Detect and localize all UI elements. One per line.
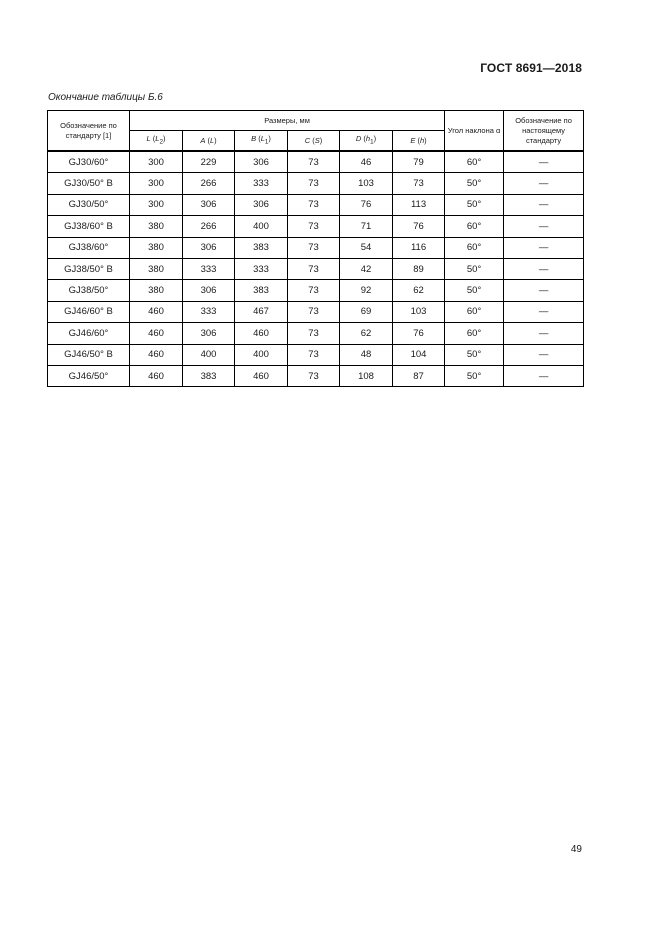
cell-angle: 60° (445, 323, 504, 344)
cell-d: 92 (340, 280, 393, 301)
table-caption: Окончание таблицы Б.6 (48, 92, 163, 103)
cell-d: 62 (340, 323, 393, 344)
table-row (48, 173, 584, 194)
cell-b: 460 (235, 365, 288, 386)
dimension-symbol: B (251, 133, 257, 143)
cell-c: 73 (288, 258, 340, 279)
cell-designation: GJ38/60° B (48, 216, 130, 237)
cell-designation-this: — (504, 280, 584, 301)
header-dimensions-group: Размеры, мм (130, 111, 445, 131)
cell-designation-this: — (504, 258, 584, 279)
cell-l: 460 (130, 301, 183, 322)
dimension-alt-symbol: S (314, 135, 320, 145)
table-row (48, 365, 584, 386)
cell-l: 380 (130, 258, 183, 279)
cell-d: 54 (340, 237, 393, 258)
cell-designation: GJ38/50° B (48, 258, 130, 279)
cell-angle: 50° (445, 173, 504, 194)
table-row (48, 258, 584, 279)
cell-a: 266 (183, 216, 235, 237)
cell-d: 69 (340, 301, 393, 322)
cell-e: 79 (393, 151, 445, 173)
cell-designation: GJ38/50° (48, 280, 130, 301)
cell-e: 76 (393, 216, 445, 237)
table-row (48, 237, 584, 258)
dimension-alt-symbol: h (365, 133, 371, 143)
cell-b: 467 (235, 301, 288, 322)
cell-b: 306 (235, 151, 288, 173)
cell-l: 380 (130, 280, 183, 301)
header-dimension-d: D $(h_1)$ (340, 131, 393, 152)
cell-designation: GJ38/60° (48, 237, 130, 258)
cell-a: 306 (183, 237, 235, 258)
cell-l: 380 (130, 237, 183, 258)
cell-c: 73 (288, 151, 340, 173)
cell-l: 300 (130, 173, 183, 194)
header-designation-this: Обозначение по настоящему стандарту (504, 111, 584, 152)
cell-a: 229 (183, 151, 235, 173)
cell-a: 383 (183, 365, 235, 386)
cell-designation: GJ30/60° (48, 151, 130, 173)
header-dimension-a: A (L) (183, 131, 235, 152)
cell-l: 460 (130, 344, 183, 365)
standard-code: ГОСТ 8691—2018 (480, 61, 582, 75)
table-row (48, 280, 584, 301)
cell-e: 76 (393, 323, 445, 344)
cell-designation-this: — (504, 344, 584, 365)
cell-b: 306 (235, 194, 288, 215)
cell-angle: 50° (445, 365, 504, 386)
cell-angle: 60° (445, 237, 504, 258)
cell-a: 333 (183, 258, 235, 279)
table-body (48, 151, 584, 387)
cell-angle: 50° (445, 194, 504, 215)
dimension-alt-symbol: L (155, 133, 160, 143)
cell-a: 306 (183, 194, 235, 215)
cell-c: 73 (288, 301, 340, 322)
cell-l: 380 (130, 216, 183, 237)
cell-d: 108 (340, 365, 393, 386)
cell-designation-this: — (504, 216, 584, 237)
cell-c: 73 (288, 280, 340, 301)
dimension-symbol: L (146, 133, 151, 143)
cell-designation-this: — (504, 365, 584, 386)
dimension-symbol: D (355, 133, 362, 143)
cell-c: 73 (288, 173, 340, 194)
cell-b: 383 (235, 237, 288, 258)
cell-designation: GJ46/50° B (48, 344, 130, 365)
cell-a: 266 (183, 173, 235, 194)
cell-e: 104 (393, 344, 445, 365)
cell-angle: 50° (445, 280, 504, 301)
table-row (48, 151, 584, 173)
cell-e: 113 (393, 194, 445, 215)
cell-designation-this: — (504, 237, 584, 258)
cell-angle: 60° (445, 301, 504, 322)
table-row (48, 216, 584, 237)
cell-designation-this: — (504, 151, 584, 173)
cell-b: 383 (235, 280, 288, 301)
cell-c: 73 (288, 365, 340, 386)
cell-b: 400 (235, 216, 288, 237)
table-row (48, 323, 584, 344)
cell-c: 73 (288, 194, 340, 215)
cell-designation: GJ46/60° (48, 323, 130, 344)
header-angle: Угол наклона α (445, 111, 504, 152)
cell-d: 48 (340, 344, 393, 365)
cell-designation: GJ46/50° (48, 365, 130, 386)
table-row (48, 301, 584, 322)
dimensions-table (47, 110, 584, 387)
cell-designation-this: — (504, 194, 584, 215)
table-row (48, 194, 584, 215)
cell-designation: GJ30/50° (48, 194, 130, 215)
dimension-symbol: C (304, 135, 311, 145)
cell-designation-this: — (504, 173, 584, 194)
cell-designation-this: — (504, 301, 584, 322)
cell-angle: 50° (445, 344, 504, 365)
cell-e: 87 (393, 365, 445, 386)
cell-l: 460 (130, 323, 183, 344)
cell-d: 46 (340, 151, 393, 173)
cell-b: 400 (235, 344, 288, 365)
dimension-subscript: 2 (159, 138, 163, 146)
cell-angle: 50° (445, 258, 504, 279)
cell-d: 103 (340, 173, 393, 194)
header-dimension-c: C (S) (288, 131, 340, 152)
header-dimension-b: B $(L_1)$ (235, 131, 288, 152)
cell-a: 306 (183, 280, 235, 301)
cell-e: 89 (393, 258, 445, 279)
cell-c: 73 (288, 216, 340, 237)
cell-e: 116 (393, 237, 445, 258)
dimension-symbol: E (410, 135, 416, 145)
dimension-alt-symbol: h (420, 135, 425, 145)
cell-angle: 60° (445, 151, 504, 173)
cell-b: 333 (235, 258, 288, 279)
cell-d: 42 (340, 258, 393, 279)
cell-e: 62 (393, 280, 445, 301)
cell-e: 103 (393, 301, 445, 322)
cell-a: 333 (183, 301, 235, 322)
dimension-subscript: 1 (370, 138, 374, 146)
header-designation-std: Обозначение по стандарту [1] (48, 111, 130, 152)
cell-l: 460 (130, 365, 183, 386)
cell-c: 73 (288, 237, 340, 258)
header-dimension-e: E (h) (393, 131, 445, 152)
cell-c: 73 (288, 323, 340, 344)
table-row (48, 344, 584, 365)
page-number: 49 (570, 844, 582, 855)
cell-l: 300 (130, 194, 183, 215)
cell-angle: 60° (445, 216, 504, 237)
cell-designation: GJ30/50° B (48, 173, 130, 194)
cell-c: 73 (288, 344, 340, 365)
cell-d: 71 (340, 216, 393, 237)
cell-e: 73 (393, 173, 445, 194)
dimension-alt-symbol: L (209, 135, 215, 145)
cell-a: 400 (183, 344, 235, 365)
cell-designation: GJ46/60° B (48, 301, 130, 322)
dimension-symbol: A (200, 135, 206, 145)
cell-b: 333 (235, 173, 288, 194)
dimension-subscript: 1 (264, 138, 269, 146)
header-dimension-l: L $(L_2)$ (130, 131, 183, 152)
cell-a: 306 (183, 323, 235, 344)
cell-l: 300 (130, 151, 183, 173)
cell-b: 460 (235, 323, 288, 344)
table-header (48, 111, 584, 152)
cell-d: 76 (340, 194, 393, 215)
cell-designation-this: — (504, 323, 584, 344)
dimension-alt-symbol: L (260, 133, 265, 143)
